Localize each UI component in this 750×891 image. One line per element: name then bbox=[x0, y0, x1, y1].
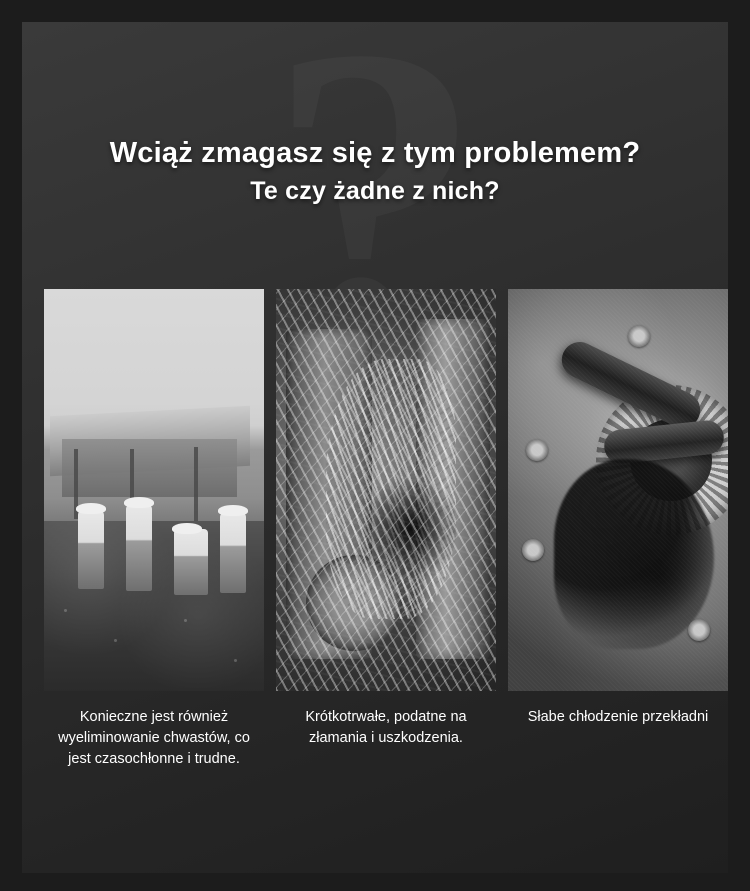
worker-figure-shape bbox=[220, 513, 246, 593]
weed-strands-texture bbox=[276, 289, 496, 691]
hut-post-shape bbox=[194, 447, 198, 521]
headline-block bbox=[22, 22, 728, 211]
gearbox-sludge-photo bbox=[508, 289, 728, 691]
hut-body-shape bbox=[62, 439, 237, 497]
problem-card bbox=[508, 289, 728, 770]
headline-line-1: Wciąż zmagasz się z tym problemem? bbox=[109, 137, 641, 169]
card-caption: Słabe chłodzenie przekładni bbox=[527, 708, 709, 725]
problem-card bbox=[44, 289, 264, 770]
headline-line-2: Te czy żadne z nich? bbox=[250, 177, 500, 206]
card-caption: Krótkotrwałe, podatne na złamania i uszkodzenia. bbox=[305, 708, 467, 746]
worker-hat-shape bbox=[76, 503, 106, 514]
foliage-speck bbox=[234, 659, 237, 662]
card-caption: Konieczne jest również wyeliminowanie chwastów, co jest czasochłonne i trudne. bbox=[58, 708, 250, 767]
worker-hat-shape bbox=[172, 523, 202, 534]
banner-panel bbox=[22, 22, 728, 873]
foliage-speck bbox=[114, 639, 117, 642]
problem-cards bbox=[22, 211, 728, 770]
problem-card bbox=[276, 289, 496, 770]
field-workers-weeding-photo bbox=[44, 289, 264, 691]
worker-hat-shape bbox=[218, 505, 248, 516]
foliage-speck bbox=[64, 609, 67, 612]
foliage-speck bbox=[184, 619, 187, 622]
worker-figure-shape bbox=[78, 511, 104, 589]
photo-grain-texture bbox=[508, 289, 728, 691]
worker-figure-shape bbox=[126, 505, 152, 591]
worker-figure-shape bbox=[174, 529, 208, 595]
machine-tangled-weeds-photo bbox=[276, 289, 496, 691]
worker-hat-shape bbox=[124, 497, 154, 508]
